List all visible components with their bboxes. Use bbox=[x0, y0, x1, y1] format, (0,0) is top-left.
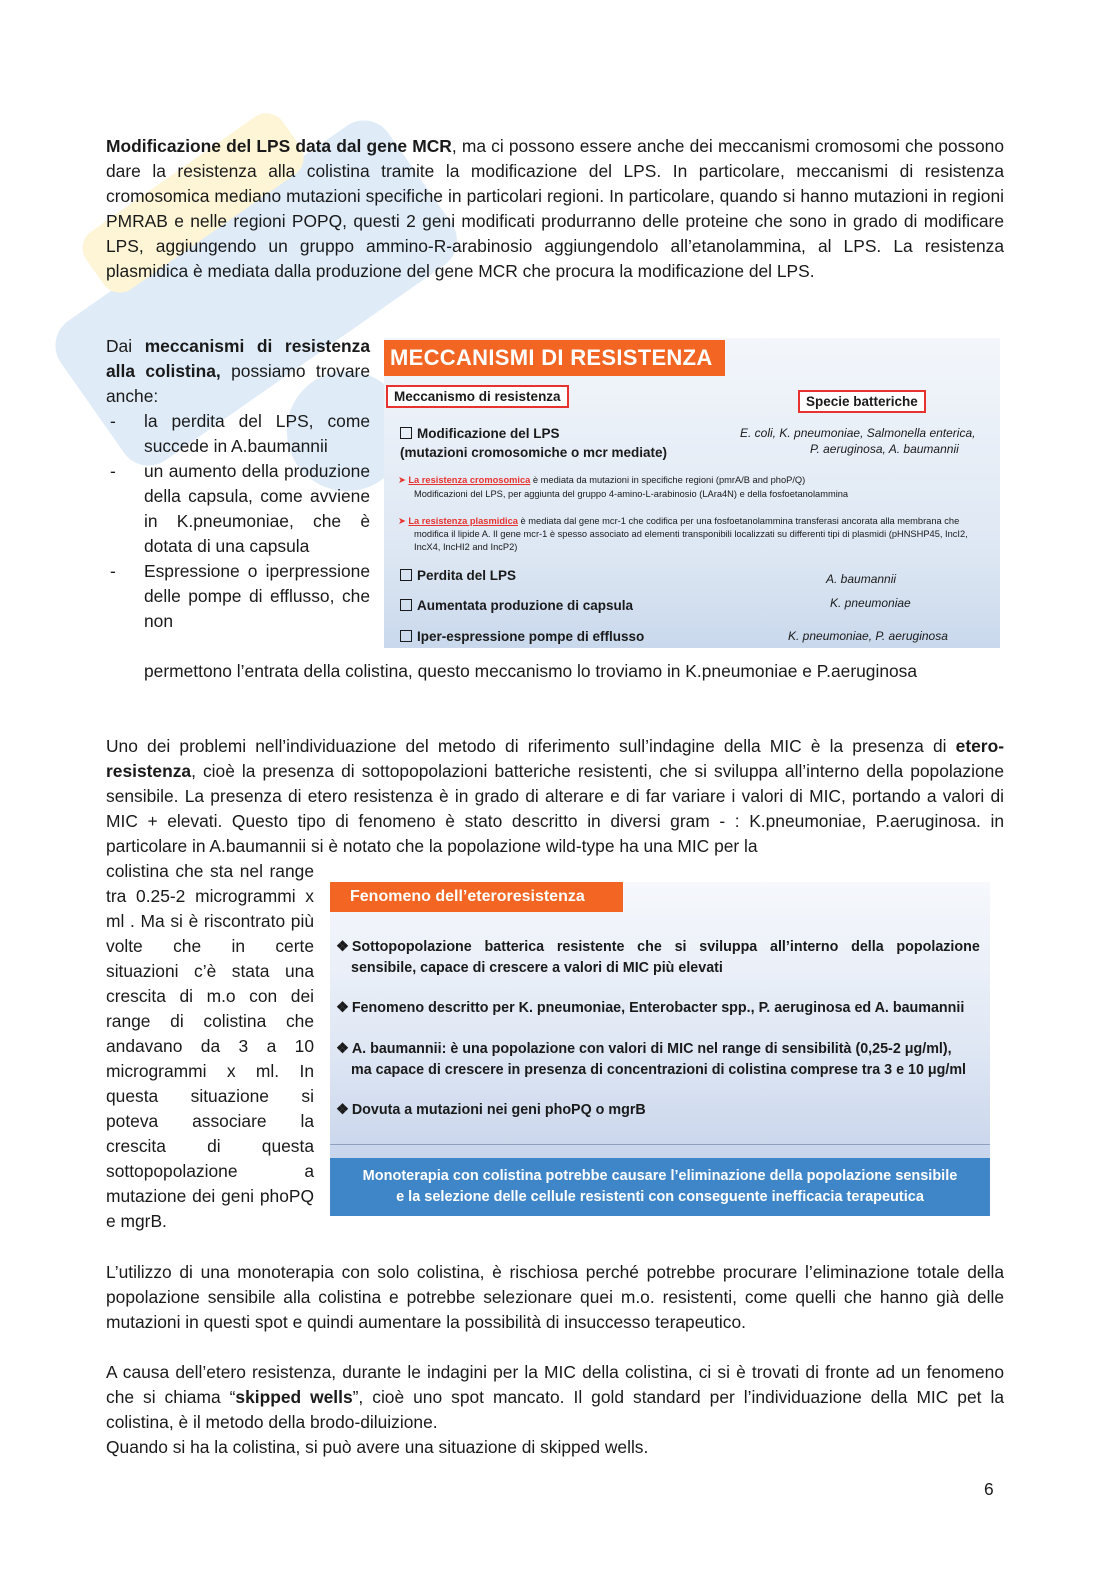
row-capsule: Aumentata produzione di capsula bbox=[400, 598, 633, 613]
slide-title: MECCANISMI DI RESISTENZA bbox=[384, 340, 725, 376]
slide-title: Fenomeno dell’eteroresistenza bbox=[330, 882, 623, 912]
species-text: K. pneumoniae bbox=[830, 596, 911, 610]
list-continuation: permettono l’entrata della colistina, questo meccanismo lo troviamo in K.pneumoniae e P.aeruginosa bbox=[144, 661, 918, 681]
slide-resistance-mechanisms bbox=[384, 338, 1000, 648]
row-lps-modification: Modificazione del LPS bbox=[400, 426, 560, 441]
bold-lead: Modificazione del LPS data dal gene MCR bbox=[106, 136, 452, 156]
checkbox-icon bbox=[400, 569, 412, 581]
row-lps-loss: Perdita del LPS bbox=[400, 568, 516, 583]
checkbox-icon bbox=[400, 599, 412, 611]
slide-heteroresistance bbox=[330, 882, 990, 1216]
paragraph-skipped-wells: A causa dell’etero resistenza, durante le indagini per la MIC della colistina, ci si è trovati di fronte ad un fenomeno che si chiama “skipped wells”, cioè uno spot mancato. Il gold standard per l’individuazione della MIC pet la colistina, è il metodo della brodo-diluizione. bbox=[106, 1362, 1004, 1432]
chromosomal-note: ➤ La resistenza cromosomica è mediata da mutazioni in specifiche regioni (pmrA/B and phoP/Q) bbox=[398, 475, 806, 485]
checkbox-icon bbox=[400, 630, 412, 642]
species-text: E. coli, K. pneumoniae, Salmonella enterica, bbox=[740, 426, 976, 440]
slide-bullet: ❖ A. baumannii: è una popolazione con valori di MIC nel range di sensibilità (0,25-2 μg/ml), bbox=[336, 1041, 952, 1057]
mechanism-header: Meccanismo di resistenza bbox=[386, 385, 569, 408]
list-item: - un aumento della produzione della capsula, come avviene in K.pneumoniae, che è dotata di una capsula bbox=[110, 461, 370, 556]
slide-bullet-line: ma capace di crescere in presenza di concentrazioni di colistina comprese tra 3 e 10 μg/ml bbox=[351, 1062, 967, 1078]
page-number: 6 bbox=[984, 1479, 994, 1499]
checkbox-icon bbox=[400, 427, 412, 439]
slide-bullet-line: sensibile, capace di crescere a valori di MIC più elevati bbox=[351, 960, 723, 976]
chromosomal-note-line: Modificazioni del LPS, per aggiunta del gruppo 4-amino-L-arabinosio (LAra4N) e della fosfoetanolammina bbox=[414, 489, 849, 499]
plasmid-note: ➤ La resistenza plasmidica è mediata dal gene mcr-1 che codifica per una fosfoetanolammina transferasi ancorata alla membrana che bbox=[398, 516, 960, 526]
plasmid-note-line: modifica il lipide A. Il gene mcr-1 è spesso associato ad elementi transponibili localizzati su differenti tipi di plasmidi (pHNSHP45, IncI2, bbox=[414, 529, 968, 539]
monotherapy-banner: Monoterapia con colistina potrebbe causare l’eliminazione della popolazione sensibile e la selezione delle cellule resistenti con conseguente inefficacia terapeutica bbox=[330, 1158, 990, 1216]
paragraph-heteroresistance: Uno dei problemi nell’individuazione del metodo di riferimento sull’indagine della MIC è la presenza di etero-resistenza, cioè la presenza di sottopopolazioni batteriche resistenti, che si sviluppa all’interno della popolazione sensibile. La presenza di etero resistenza è in grado di alterare e di far variare i valori di MIC, portando a valori di MIC + elevati. Questo tipo di fenomeno è stato descritto in diversi gram - : K.pneumoniae, P.aeruginosa. in particolare in A.baumannii si è notato che la popolazione wild-type ha una MIC per la bbox=[106, 736, 1004, 856]
list-intro: Dai meccanismi di resistenza alla colistina, possiamo trovare anche: bbox=[106, 336, 371, 406]
list-item: - Espressione o iperpressione delle pompe di efflusso, che non bbox=[110, 561, 370, 631]
slide-bullet: ❖ Dovuta a mutazioni nei geni phoPQ o mgrB bbox=[336, 1102, 646, 1118]
species-text: K. pneumoniae, P. aeruginosa bbox=[788, 629, 948, 643]
species-header: Specie batteriche bbox=[798, 390, 926, 413]
arrow-icon: ➤ bbox=[398, 475, 409, 485]
slide-bullet: ❖ Sottopopolazione batterica resistente che si sviluppa all’interno della popolazione bbox=[336, 939, 980, 955]
diamond-bullet-icon: ❖ bbox=[336, 1041, 349, 1057]
row-lps-modification-sub: (mutazioni cromosomiche o mcr mediate) bbox=[400, 445, 668, 460]
diamond-bullet-icon: ❖ bbox=[336, 1000, 349, 1016]
divider bbox=[330, 1144, 990, 1145]
species-text: P. aeruginosa, A. baumannii bbox=[810, 442, 959, 456]
row-efflux: Iper-espressione pompe di efflusso bbox=[400, 629, 644, 644]
diamond-bullet-icon: ❖ bbox=[336, 1102, 349, 1118]
paragraph-lps-modification bbox=[106, 134, 1004, 284]
heteroresistance-side-text: colistina che sta nel range tra 0.25-2 microgrammi x ml . Ma si è riscontrato più volte che in certe situazioni c’è stata una crescita di m.o con dei range di colistina che andavano da 3 a 10 microgrammi x ml. In questa situazione si poteva associare la crescita di questa sottopopolazione a mutazione dei geni phoPQ e mgrB. bbox=[106, 861, 314, 1231]
slide-bullet: ❖ Fenomeno descritto per K. pneumoniae, Enterobacter spp., P. aeruginosa ed A. baumannii bbox=[336, 1000, 965, 1016]
species-text: A. baumannii bbox=[826, 572, 897, 586]
paragraph-skipped-wells-line: Quando si ha la colistina, si può avere una situazione di skipped wells. bbox=[106, 1437, 649, 1457]
list-item: - la perdita del LPS, come succede in A.baumannii bbox=[110, 411, 370, 456]
resistance-mechanisms-list bbox=[106, 334, 370, 634]
diamond-bullet-icon: ❖ bbox=[336, 939, 349, 955]
arrow-icon: ➤ bbox=[398, 516, 409, 526]
paragraph-text: , ma ci possono essere anche dei meccanismi cromosomi che possono dare la resistenza alla colistina tramite la modificazione del LPS. In particolare, meccanismi di resistenza cromosomica mediano mutazioni specifiche in particolari regioni. In particolare, quando si hanno mutazioni in regioni PMRAB e nelle regioni POPQ, questi 2 geni modificati produrranno delle proteine che sono in grado di modificare LPS, aggiungendo un gruppo ammino-R-arabinosio aggiungendolo all’etanolammina, al LPS. La resistenza plasmidica è mediata dalla produzione del gene MCR che procura la modificazione del LPS. bbox=[106, 136, 1004, 281]
paragraph-monotherapy: L’utilizzo di una monoterapia con solo colistina, è rischiosa perché potrebbe procurare l’eliminazione totale della popolazione sensibile alla colistina e potrebbe selezionare quei m.o. resistenti, come quelli che hanno già delle mutazioni in questi spot e quindi aumentare la possibilità di insuccesso terapeutico. bbox=[106, 1262, 1004, 1332]
plasmid-note-line: IncX4, IncHI2 and IncP2) bbox=[414, 542, 518, 552]
